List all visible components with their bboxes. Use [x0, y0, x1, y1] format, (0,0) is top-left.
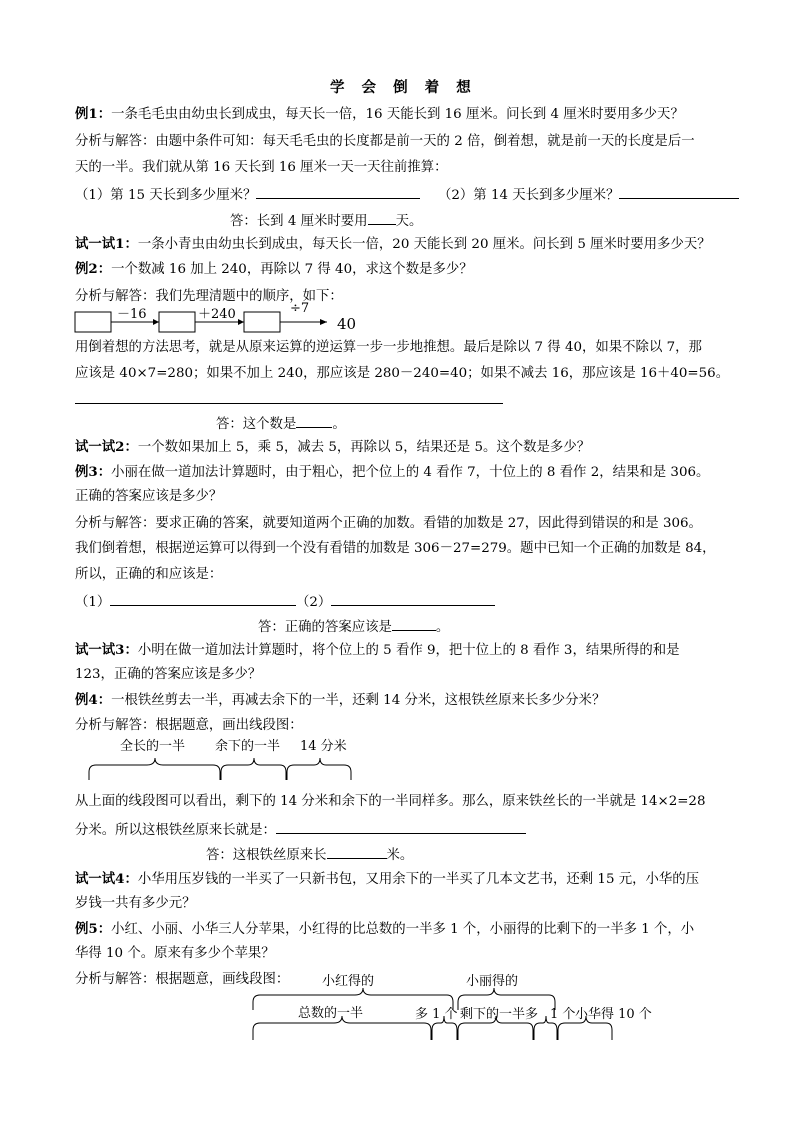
example-3-question: 例3：小丽在做一道加法计算题时，由于粗心，把个位上的 4 看作 7，十位上的 8 看作 2，结果和是 306。 — [75, 464, 710, 480]
example-4-explanation: 从上面的线段图可以看出，剩下的 14 分米和余下的一半同样多。那么，原来铁丝长的一半就是 14×2=28 — [75, 794, 706, 809]
try-4-question-cont: 岁钱一共有多少元？ — [75, 896, 196, 911]
example-2-explanation-cont: 应该是 40×7=280；如果不加上 240，那应该是 280－240=40；如果不减去 16，那应该是 16＋40=56。 — [75, 366, 730, 381]
example-4-analysis: 分析与解答：根据题意，画出线段图： — [75, 718, 303, 733]
segment-label-remaining-half: 余下的一半 — [215, 739, 281, 754]
example-3-sub-question-1: （1） — [75, 592, 296, 611]
flow-op-add: ＋240 — [198, 307, 236, 322]
label-xiaoli: 小丽得的 — [466, 974, 519, 989]
label-xiaohong: 小红得的 — [322, 974, 375, 989]
example-1-answer: 答：长到 4 厘米时要用 天。 — [230, 211, 422, 230]
example-4-question: 例4：一根铁丝剪去一半，再减去余下的一半，还剩 14 分米，这根铁丝原来长多少分米？ — [75, 692, 606, 708]
try-3-question: 试一试3：小明在做一道加法计算题时，将个位上的 5 看作 9，把十位上的 8 看作 3，结果所得的和是 — [75, 642, 680, 658]
example-2-answer: 答：这个数是 。 — [216, 414, 346, 433]
segment-label-half: 全长的一半 — [120, 739, 186, 754]
example-3-answer: 答：正确的答案应该是 。 — [258, 617, 449, 636]
example-5-question: 例5：小红、小丽、小华三人分苹果，小红得的比总数的一半多 1 个，小丽得的比剩下的一半多 1 个，小 — [75, 921, 695, 937]
page-title: 学 会 倒 着 想 — [330, 79, 477, 96]
example-2-explanation: 用倒着想的方法思考，就是从原来运算的逆运算一步一步地推想。最后是除以 7 得 40，如果不除以 7，那 — [75, 340, 702, 355]
segment-label-14dm: 14 分米 — [300, 739, 347, 754]
try-2-question: 试一试2：一个数如果加上 5，乘 5，减去 5，再除以 5，结果还是 5。这个数是多少？ — [75, 439, 591, 455]
example-3-sub-question-2: （2） — [296, 592, 495, 611]
try-3-question-cont: 123，正确的答案应该是多少？ — [75, 667, 262, 682]
example-2-analysis: 分析与解答：我们先理清题中的顺序，如下： — [75, 289, 343, 304]
label-one: 1 个 — [550, 1007, 576, 1022]
flow-op-divide: ÷7 — [290, 301, 310, 316]
example-5-question-cont: 华得 10 个。原来有多少个苹果？ — [75, 946, 275, 961]
example-1-sub-question-2: （2）第 14 天长到多少厘米？ — [438, 185, 739, 204]
try-1-question: 试一试1：一条小青虫由幼虫长到成虫，每天长一倍，20 天能长到 20 厘米。问长到 5 厘米时要用多少天？ — [75, 236, 711, 252]
example-1-analysis-cont: 天的一半。我们就从第 16 天长到 16 厘米一天一天往前推算： — [75, 160, 448, 175]
example-4-explanation-cont: 分米。所以这根铁丝原来长就是： — [75, 820, 526, 839]
example-2-question: 例2：一个数减 16 加上 240，再除以 7 得 40，求这个数是多少？ — [75, 261, 473, 277]
example-3-analysis: 分析与解答：要求正确的答案，就要知道两个正确的加数。看错的加数是 27，因此得到错误的和是 306。 — [75, 516, 702, 531]
try-4-question: 试一试4：小华用压岁钱的一半买了一只新书包，又用余下的一半买了几本文艺书，还剩 15 元，小华的压 — [75, 871, 700, 887]
flow-op-subtract: －16 — [117, 307, 147, 322]
example-1-analysis: 分析与解答：由题中条件可知：每天毛毛虫的长度都是前一天的 2 倍，倒着想，就是前一天的长度是后一 — [75, 134, 695, 149]
flow-result: 40 — [337, 315, 357, 333]
example-1-question: 例1：一条毛毛虫由幼虫长到成虫，每天长一倍，16 天能长到 16 厘米。问长到 4 厘米时要用多少天？ — [75, 106, 684, 122]
example-5-analysis: 分析与解答：根据题意，画线段图： — [75, 972, 290, 987]
label-xiaohua: 小华得 10 个 — [575, 1007, 652, 1022]
example-4-answer: 答：这根铁丝原来长 米。 — [206, 845, 413, 864]
example-1-sub-question-1: （1）第 15 天长到多少厘米？ — [75, 185, 420, 204]
example-3-analysis-end: 所以，正确的和应该是： — [75, 567, 223, 582]
example-3-question-cont: 正确的答案应该是多少？ — [75, 489, 223, 504]
example-3-analysis-cont: 我们倒着想，根据逆运算可以得到一个没有看错的加数是 306－27=279。题中已知一个正确的加数是 84， — [75, 541, 716, 556]
label-more-1: 多 1 个 — [415, 1007, 458, 1022]
label-remaining-half-more: 剩下的一半多 — [460, 1007, 539, 1022]
label-half-of-total: 总数的一半 — [298, 1006, 364, 1021]
